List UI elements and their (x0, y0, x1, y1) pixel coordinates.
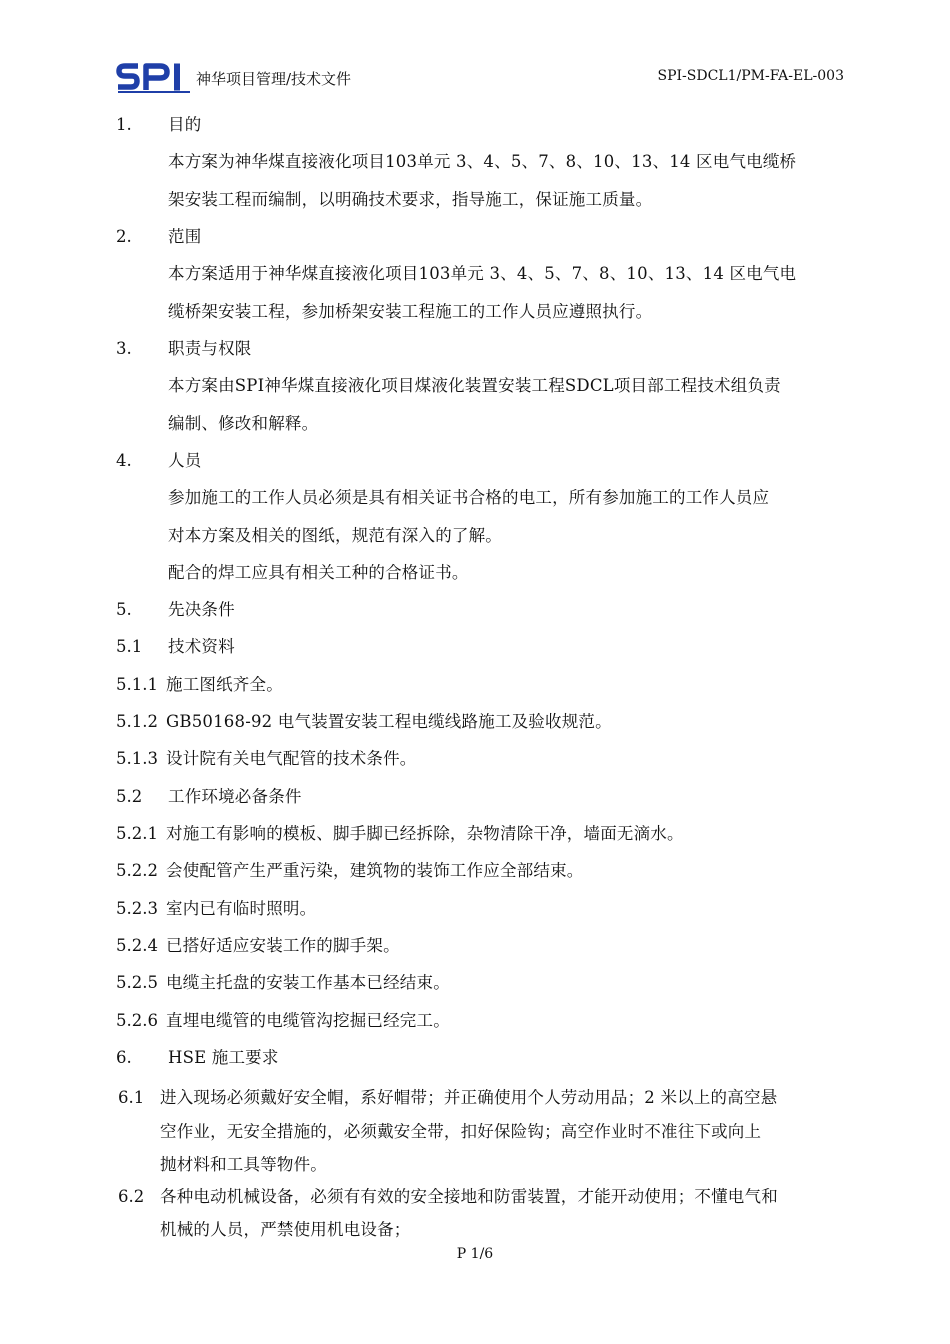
section-heading: 工作环境必备条件 (168, 787, 302, 806)
section-heading: 人员 (168, 451, 202, 470)
section-number: 5.1 (116, 637, 143, 656)
item-number: 5.1.3 (116, 749, 158, 768)
section-number: 5.2 (116, 787, 143, 806)
section-number: 6. (116, 1048, 132, 1067)
item-number: 5.2.5 (116, 973, 158, 992)
item-number: 5.1.1 (116, 675, 158, 694)
paragraph-line: 编制、修改和解释。 (168, 414, 319, 433)
item-number: 5.2.2 (116, 861, 158, 880)
item-text: GB50168-92 电气装置安装工程电缆线路施工及验收规范。 (166, 712, 612, 731)
paragraph-line: 本方案为神华煤直接液化项目103单元 3、4、5、7、8、10、13、14 区电气电缆桥 (168, 152, 797, 171)
item-number: 5.2.3 (116, 899, 158, 918)
item-text: 电缆主托盘的安装工作基本已经结束。 (166, 973, 450, 992)
section-number: 3. (116, 339, 132, 358)
paragraph-line: 本方案由SPI神华煤直接液化项目煤液化装置安装工程SDCL项目部工程技术组负责 (168, 376, 781, 395)
item-number: 5.2.6 (116, 1011, 158, 1030)
item-number: 5.1.2 (116, 712, 158, 731)
paragraph-line: 架安装工程而编制，以明确技术要求，指导施工，保证施工质量。 (168, 190, 653, 209)
section-number: 4. (116, 451, 132, 470)
paragraph-line: 本方案适用于神华煤直接液化项目103单元 3、4、5、7、8、10、13、14 区电气电 (168, 264, 797, 283)
item-text: 机械的人员，严禁使用机电设备； (160, 1220, 411, 1239)
item-text: 施工图纸齐全。 (166, 675, 283, 694)
section-heading: 先决条件 (168, 600, 235, 619)
item-number: 5.2.4 (116, 936, 158, 955)
page-number: P 1/6 (456, 1246, 494, 1262)
item-text: 直埋电缆管的电缆管沟挖掘已经完工。 (166, 1011, 450, 1030)
item-text: 各种电动机械设备，必须有有效的安全接地和防雷装置，才能开动使用；不懂电气和 (160, 1187, 778, 1206)
header-title: 神华项目管理/技术文件 (196, 70, 352, 88)
item-number: 6.2 (118, 1187, 145, 1206)
item-number: 5.2.1 (116, 824, 158, 843)
item-text: 空作业，无安全措施的，必须戴安全带，扣好保险钩；高空作业时不准往下或向上 (160, 1122, 762, 1141)
paragraph-line: 缆桥架安装工程，参加桥架安装工程施工的工作人员应遵照执行。 (168, 302, 653, 321)
item-text: 进入现场必须戴好安全帽，系好帽带；并正确使用个人劳动用品；2 米以上的高空悬 (160, 1088, 778, 1107)
item-number: 6.1 (118, 1088, 145, 1107)
section-number: 5. (116, 600, 132, 619)
item-text: 室内已有临时照明。 (166, 899, 317, 918)
section-number: 1. (116, 115, 132, 134)
item-text: 对施工有影响的模板、脚手脚已经拆除，杂物清除干净，墙面无滴水。 (166, 824, 684, 843)
item-text: 会使配管产生严重污染，建筑物的装饰工作应全部结束。 (166, 861, 584, 880)
section-heading: 技术资料 (168, 637, 235, 656)
item-text: 抛材料和工具等物件。 (160, 1155, 327, 1174)
item-text: 设计院有关电气配管的技术条件。 (166, 749, 417, 768)
item-text: 已搭好适应安装工作的脚手架。 (166, 936, 400, 955)
document-code: SPI-SDCL1/PM-FA-EL-003 (657, 68, 844, 84)
paragraph-line: 对本方案及相关的图纸，规范有深入的了解。 (168, 526, 502, 545)
paragraph-line: 配合的焊工应具有相关工种的合格证书。 (168, 563, 469, 582)
section-heading: 范围 (168, 227, 202, 246)
section-heading: 目的 (168, 115, 202, 134)
section-number: 2. (116, 227, 132, 246)
section-heading: 职责与权限 (168, 339, 252, 358)
section-heading: HSE 施工要求 (168, 1048, 279, 1067)
paragraph-line: 参加施工的工作人员必须是具有相关证书合格的电工，所有参加施工的工作人员应 (168, 488, 770, 507)
